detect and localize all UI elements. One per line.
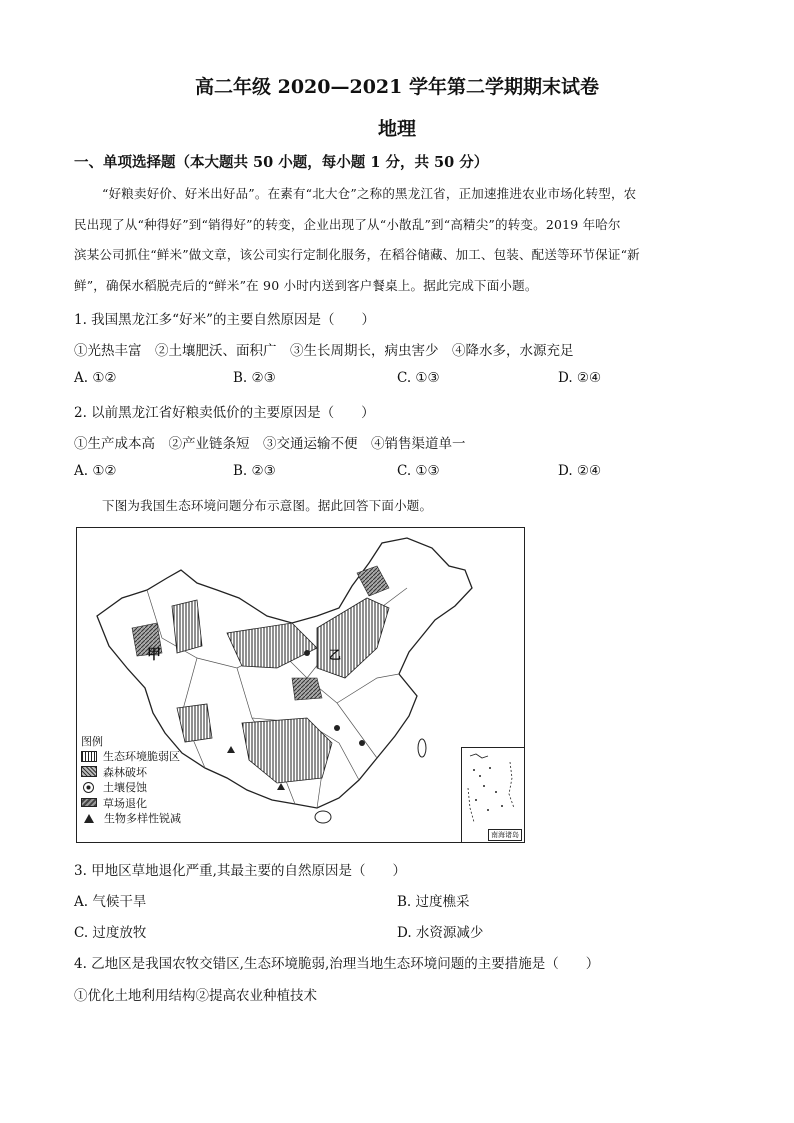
question-2-items: ①生产成本高 ②产业链条短 ③交通运输不便 ④销售渠道单一 xyxy=(74,436,466,452)
hainan-island xyxy=(315,811,331,823)
soil-erosion-marker xyxy=(334,725,340,731)
question-1-option-d[interactable]: D. ②④ xyxy=(558,370,602,386)
legend-label: 土壤侵蚀 xyxy=(103,781,147,795)
question-1-option-a[interactable]: A. ①② xyxy=(74,370,117,386)
soil-erosion-marker xyxy=(304,650,310,656)
legend-label: 草场退化 xyxy=(103,796,147,810)
question-3-option-b[interactable]: B. 过度樵采 xyxy=(397,894,470,910)
forest-hatch-icon xyxy=(81,766,97,777)
passage-line: 鲜”，确保水稻脱壳后的“鲜米”在 90 小时内送到客户餐桌上。据此完成下面小题。 xyxy=(74,278,538,293)
section-heading: 一、单项选择题（本大题共 50 小题，每小题 1 分，共 50 分） xyxy=(74,154,489,171)
question-2-option-c[interactable]: C. ①③ xyxy=(397,463,440,479)
question-1-option-b[interactable]: B. ②③ xyxy=(233,370,276,386)
legend-item xyxy=(81,749,181,765)
legend-item xyxy=(81,780,181,796)
soil-erosion-icon xyxy=(83,782,94,793)
question-3-option-c[interactable]: C. 过度放牧 xyxy=(74,925,147,941)
legend-title: 图例 xyxy=(81,734,103,748)
soil-erosion-marker xyxy=(359,740,365,746)
region-label-jia: 甲 xyxy=(147,647,161,663)
region-label-yi: 乙 xyxy=(329,648,342,662)
exam-title: 高二年级 2020—2021 学年第二学期期末试卷 xyxy=(195,76,599,98)
passage-line: 民出现了从“种得好”到“销得好”的转变，企业出现了从“小散乱”到“高精尖”的转变。2019 年哈尔 xyxy=(74,217,621,232)
question-4-items: ①优化土地利用结构②提高农业种植技术 xyxy=(74,988,317,1004)
grassland-degradation-zone xyxy=(292,678,322,700)
question-4-stem: 4. 乙地区是我国农牧交错区,生态环境脆弱,治理当地生态环境问题的主要措施是（ ） xyxy=(74,956,600,972)
question-2-option-b[interactable]: B. ②③ xyxy=(233,463,276,479)
question-2-option-d[interactable]: D. ②④ xyxy=(558,463,602,479)
triangle-icon xyxy=(84,814,94,823)
question-2-stem: 2. 以前黑龙江省好粮卖低价的主要原因是（ ） xyxy=(74,405,375,421)
map-intro: 下图为我国生态环境问题分布示意图。据此回答下面小题。 xyxy=(102,498,433,513)
legend-item xyxy=(81,764,181,780)
inset-label: 南海诸岛 xyxy=(488,829,522,841)
question-2-option-a[interactable]: A. ①② xyxy=(74,463,117,479)
grassland-hatch-icon xyxy=(81,798,97,807)
legend-label: 森林破坏 xyxy=(103,765,147,779)
subject-title: 地理 xyxy=(377,118,416,140)
legend-label: 生态环境脆弱区 xyxy=(103,750,180,764)
question-3-option-d[interactable]: D. 水资源减少 xyxy=(397,925,484,941)
china-eco-map xyxy=(76,527,525,843)
map-legend xyxy=(81,733,181,826)
question-1-items: ①光热丰富 ②土壤肥沃、面积广 ③生长周期长，病虫害少 ④降水多，水源充足 xyxy=(74,343,574,359)
question-3-option-a[interactable]: A. 气候干旱 xyxy=(74,894,147,910)
vertical-hatch-icon xyxy=(81,751,97,762)
south-china-sea-inset xyxy=(461,747,525,843)
legend-item xyxy=(81,811,181,827)
question-1-option-c[interactable]: C. ①③ xyxy=(397,370,440,386)
passage-line: 滨某公司抓住“鲜米”做文章，该公司实行定制化服务，在稻谷储藏、加工、包装、配送等环节保证“新 xyxy=(74,247,640,262)
question-3-stem: 3. 甲地区草地退化严重,其最主要的自然原因是（ ） xyxy=(74,863,406,879)
fragile-zone xyxy=(172,600,202,653)
legend-item xyxy=(81,795,181,811)
passage-line: “好粮卖好价、好米出好品”。在素有“北大仓”之称的黑龙江省，正加速推进农业市场化转型，农 xyxy=(102,186,637,201)
taiwan-island xyxy=(418,739,426,757)
legend-label: 生物多样性锐减 xyxy=(104,812,181,826)
question-1-stem: 1. 我国黑龙江多“好米”的主要自然原因是（ ） xyxy=(74,312,375,328)
